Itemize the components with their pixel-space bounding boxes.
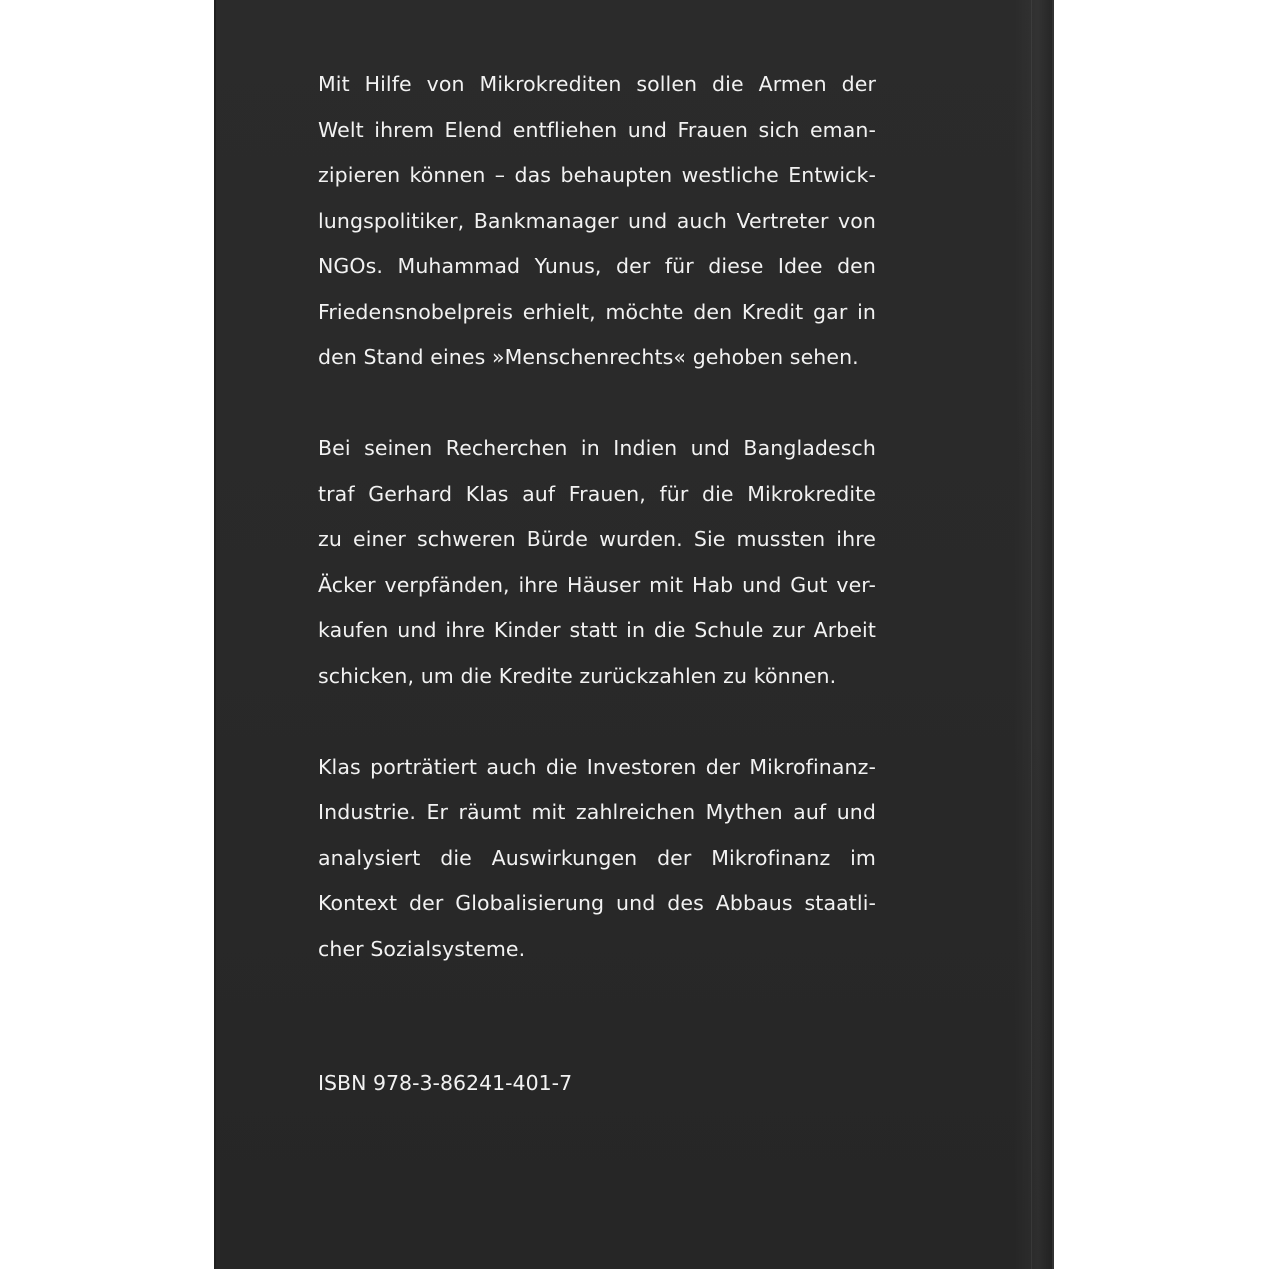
blurb-line: Kontext der Globalisierung und des Abbaus staatli- bbox=[318, 891, 876, 915]
blurb-line: zipieren können – das behaupten westliche Entwick- bbox=[318, 163, 876, 187]
blurb-paragraph-2 bbox=[318, 426, 876, 699]
blurb-line: lungspolitiker, Bankmanager und auch Vertreter von bbox=[318, 208, 876, 233]
blurb-paragraph-1 bbox=[318, 62, 876, 381]
blurb-line: analysiert die Auswirkungen der Mikrofinanz im bbox=[318, 845, 876, 870]
cover-crease bbox=[1031, 0, 1032, 1269]
blurb-line: traf Gerhard Klas auf Frauen, für die Mikrokredite bbox=[318, 481, 876, 506]
blurb-line: Mit Hilfe von Mikrokrediten sollen die Armen der bbox=[318, 72, 876, 96]
cover-edge-shading bbox=[1014, 0, 1054, 1269]
blurb-line: schicken, um die Kredite zurückzahlen zu können. bbox=[318, 663, 837, 688]
blurb-line: Industrie. Er räumt mit zahlreichen Mythen auf und bbox=[318, 800, 876, 824]
blurb-line: kaufen und ihre Kinder statt in die Schule zur Arbeit bbox=[318, 618, 876, 642]
isbn-number: ISBN 978-3-86241-401-7 bbox=[318, 1071, 573, 1095]
blurb-line: zu einer schweren Bürde wurden. Sie mussten ihre bbox=[318, 527, 876, 551]
blurb-line: Äcker verpfänden, ihre Häuser mit Hab und Gut ver- bbox=[318, 572, 876, 597]
blurb-line: Welt ihrem Elend entfliehen und Frauen sich eman- bbox=[318, 117, 876, 142]
blurb-line: Friedensnobelpreis erhielt, möchte den Kredit gar in bbox=[318, 299, 876, 324]
blurb-line: den Stand eines »Menschenrechts« gehoben sehen. bbox=[318, 345, 859, 369]
blurb-text bbox=[318, 62, 876, 1018]
book-back-cover bbox=[214, 0, 1054, 1269]
blurb-paragraph-3 bbox=[318, 745, 876, 973]
blurb-line: Klas porträtiert auch die Investoren der Mikrofinanz- bbox=[318, 754, 876, 779]
blurb-line: NGOs. Muhammad Yunus, der für diese Idee den bbox=[318, 254, 876, 278]
blurb-line: cher Sozialsysteme. bbox=[318, 936, 526, 961]
blurb-line: Bei seinen Recherchen in Indien und Bangladesch bbox=[318, 436, 876, 460]
